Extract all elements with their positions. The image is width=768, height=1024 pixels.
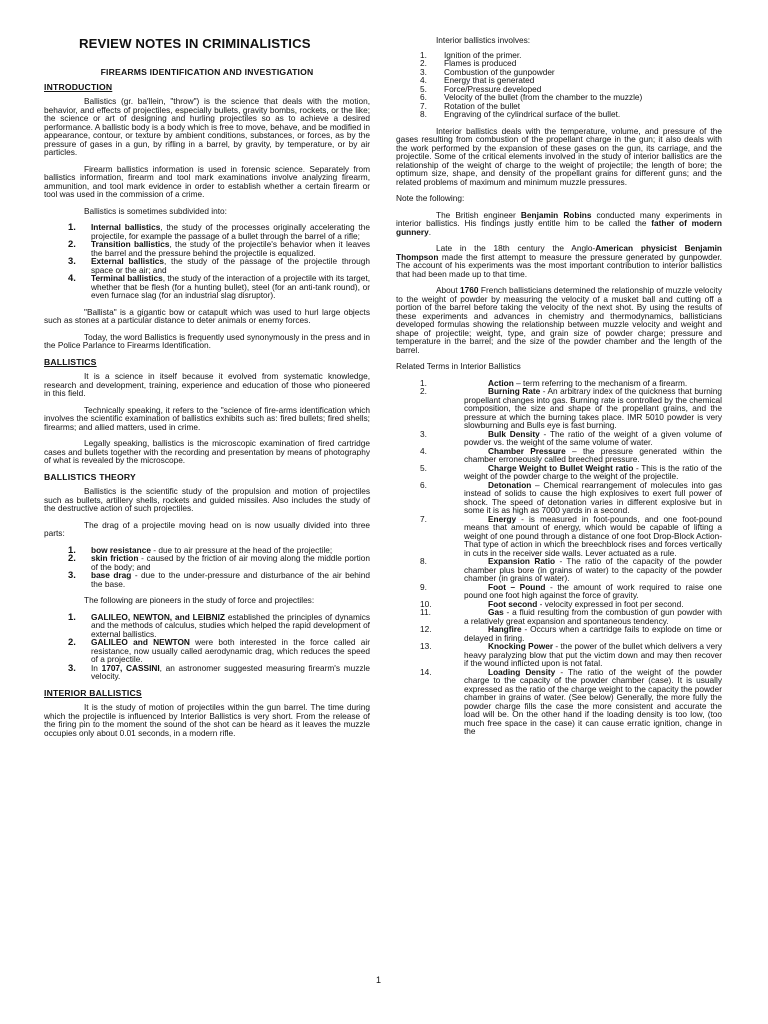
year-1760-paragraph: About 1760 French ballisticians determined the relationship of muzzle velocity to the weight of powder by measuring the velocity of a musket ball and cutting off a portion of the barrel before taking the velocity of the next shot. By using the results of these experiments and advances in chemistry and thermodynamics, ballisticians developed formulas showing the relationship between muzzle velocity and weight and shape of projectile; weight, type, and grain size of powder charge; pressure and temperature in the barrel; and the size of the powder chamber and the length of the barrel. [396, 285, 722, 355]
related-term-item [420, 464, 722, 481]
item-term: Transition ballistics [91, 239, 170, 249]
item-number: 7. [420, 100, 427, 111]
item-text: - An arbitrary index of the quickness that burning propellant changes into gas. Burning rate is controlled by the chemical composition, the size and shape of the propellant grains, and the pressure at which the burning takes place. IMR 5010 powder is very slowburning and Bulls eye is fast burning. [464, 386, 722, 430]
drag-item [44, 554, 370, 571]
intro-paragraph: Ballistics (gr. ba'llein, "throw") is the science that deals with the motion, behavior, and effects of projectiles, especially bullets, gravity bombs, rockets, or the like; the science or art of designing and hurling projectiles so as to achieve a desired performance. A ballistic body is a body which is free to move, behave, and be modified in appearance, contour, or texture by ambient conditions, substances, or forces, as by the pressure of gases in a gun, by rifling in a barrel, by gravity, by temperature, or by air particles. [44, 96, 370, 157]
related-terms-heading: Related Terms in Interior Ballistics [396, 361, 521, 371]
item-number: 2. [420, 386, 427, 396]
related-term-item [420, 430, 722, 447]
section-subtitle: FIREARMS IDENTIFICATION AND INVESTIGATION [100, 67, 314, 77]
subdivision-item [44, 257, 370, 274]
item-text: , the study of the interaction of a projectile with its target, whether that be flesh (for a hunting bullet), steel (for an anti-tank round), or even furnace slag (for an industrial slag disruptor). [91, 273, 370, 300]
item-number: 3. [420, 428, 427, 439]
item-text: Rotation of the bullet [444, 100, 521, 111]
theory-paragraph: The drag of a projectile moving head on is now usually divided into three parts: [44, 519, 370, 538]
item-term: Terminal ballistics [91, 273, 163, 283]
item-text: Energy that is generated [444, 75, 535, 85]
item-number: 10. [420, 598, 432, 609]
interior-ballistics-heading: INTERIOR BALLISTICS [44, 687, 142, 698]
related-term-item [420, 642, 722, 668]
item-number: 14. [420, 666, 432, 677]
drag-item [44, 571, 370, 588]
item-term: skin friction [91, 553, 139, 563]
ballistics-heading: BALLISTICS [44, 356, 97, 367]
item-number: 12. [420, 624, 432, 634]
related-terms-list [420, 379, 722, 736]
item-number: 8. [420, 109, 427, 119]
item-number: 1. [420, 49, 427, 60]
item-term: GALILEO and NEWTON [91, 637, 190, 647]
father-of-gunnery: father of modern gunnery [396, 218, 722, 237]
item-term: Hangfire [488, 624, 522, 634]
item-text: Force/Pressure developed [444, 83, 542, 94]
item-text: , the study of the processes originally accelerating the projectile, for example the passage of a bullet through the barrel of a rifle; [91, 222, 370, 241]
item-number: 1. [68, 610, 76, 622]
drag-list [44, 543, 370, 589]
item-number: 13. [420, 641, 432, 651]
item-text: - caused by the friction of air moving along the middle portion of the body; and [91, 553, 370, 572]
related-term-item [420, 668, 722, 736]
ballistics-paragraph: It is a science in itself because it evolved from systematic knowledge, research and development, training, experience and education of those who pioneered in this field. [44, 371, 370, 398]
item-number: 7. [420, 513, 427, 524]
item-number: 2. [68, 636, 76, 647]
item-text: - This is the ratio of the weight of the powder charge to the weight of the projectile. [464, 462, 722, 481]
item-text: - the amount of work required to raise one pound one foot high against the force of gravity. [464, 581, 722, 600]
ballistics-paragraph: Legally speaking, ballistics is the microscopic examination of fired cartridge cases and bullets together with the recording and presentation by means of photography of what is revealed by the microscope. [44, 438, 370, 465]
item-number: 3. [68, 661, 76, 673]
related-term-item [420, 583, 722, 600]
item-term: Gas [488, 607, 504, 617]
item-text: - the power of the bullet which delivers a very heavy paralyzing blow that put the victim down and may then recover if the wound inflicted upon is not fatal. [464, 641, 722, 668]
related-term-item [420, 447, 722, 464]
item-text: - due to the under-pressure and disturbance of the air behind the base. [91, 570, 370, 589]
item-term: Expansion Ratio [488, 556, 556, 566]
item-term: Action [488, 377, 514, 388]
item-term: Internal ballistics [91, 222, 161, 232]
item-term: Energy [488, 513, 517, 524]
item-text: , the study of the projectile's behavior when it leaves the barrel and the pressure behind the projectile is equalized. [91, 239, 370, 258]
item-text: – term referring to the mechanism of a firearm. [513, 377, 688, 388]
ballistics-theory-heading: BALLISTICS THEORY [44, 471, 136, 482]
subdivision-item [44, 274, 370, 300]
thompson-paragraph: Late in the 18th century the Anglo-American physicist Benjamin Thompson made the first attempt to measure the pressure generated by gunpowder. The account of his experiments was the most important contribution to interior ballistics that had been made up to that time. [396, 243, 722, 279]
pioneer-item [44, 610, 371, 639]
pioneer-item [44, 661, 370, 681]
item-number: 5. [420, 83, 427, 94]
item-number: 1. [420, 377, 427, 388]
item-text: - is measured in foot-pounds, and one foot-pound means that amount of energy, which would be capable of lifting a weight of one pound through a distance of one foot Drop-Block Action- That type of action in which the breechblock rises and forces vertically in cuts in the receiver side walls. Lever actuated as a rule. [464, 513, 722, 558]
item-text: - Occurs when a cartridge fails to explode on time or delayed in firing. [464, 624, 722, 643]
item-text: – Chemical rearrangement of molecules into gas instead of solids to cause the high explosives to exert full power of shock. The speed of detonation varies in different explosive but in some it is as high as 7000 yards in a second. [464, 479, 722, 515]
left-column [44, 36, 370, 745]
robins-paragraph: The British engineer Benjamin Robins conducted many experiments in interior ballistics. His findings justly entitle him to be called the father of modern gunnery. [396, 209, 722, 237]
item-term: Detonation [488, 479, 532, 490]
intro-paragraph: Firearm ballistics information is used in forensic science. Separately from ballistics information, firearm and tool mark examinations involve analyzing firearm, ammunition, and tool mark evidence in order to establish whether a certain firearm or tool was used in the commission of a crime. [44, 163, 370, 199]
related-term-item [420, 515, 722, 558]
item-term: Loading Density [488, 666, 556, 677]
item-text: , the study of the passage of the projectile through space or the air; and [91, 256, 370, 275]
item-number: 8. [420, 556, 427, 566]
involves-intro: Interior ballistics involves: [436, 35, 531, 45]
intro-paragraph: Today, the word Ballistics is frequently used synonymously in the press and in the Police Parlance to Firearms Identification. [44, 331, 370, 350]
item-text: – the pressure generated within the chamber erroneously called breeched pressure. [464, 445, 722, 464]
theory-paragraph: The following are pioneers in the study of force and projectiles: [84, 595, 315, 605]
item-text: Ignition of the primer. [444, 49, 522, 60]
item-term: Charge Weight to Bullet Weight ratio [488, 462, 634, 473]
involves-item [420, 110, 722, 119]
involves-list [420, 51, 722, 119]
subdivision-item [44, 223, 370, 240]
item-text: Engraving of the cylindrical surface of the bullet. [444, 109, 621, 119]
intro-paragraph: Ballistics is sometimes subdivided into: [84, 205, 227, 216]
related-term-item [420, 608, 722, 625]
item-number: 4. [420, 75, 427, 85]
item-number: 3. [68, 569, 76, 580]
item-term: Bulk Density [488, 428, 540, 439]
item-number: 11. [420, 607, 431, 617]
item-term: base drag [91, 570, 132, 580]
item-term: Foot – Pound [488, 581, 546, 592]
item-number: 1. [68, 543, 76, 555]
item-term: 1707, CASSINI [101, 662, 160, 673]
item-text: - velocity expressed in foot per second. [537, 598, 684, 609]
robins-name: Benjamin Robins [520, 209, 592, 220]
item-number: 4. [420, 445, 427, 456]
theory-paragraph: Ballistics is the scientific study of the propulsion and motion of projectiles such as bullets, artillery shells, rockets and guided missiles. Also includes the study of the destructive action of such projectiles. [44, 486, 370, 513]
item-term: Knocking Power [488, 641, 554, 651]
item-number: 5. [420, 462, 427, 473]
item-text: were both interested in the force called air resistance, now usually called aerodynamic drag, which reduces the speed of a projectile. [91, 637, 370, 664]
related-term-item [420, 481, 722, 515]
interior-paragraph: It is the study of motion of projectiles within the gun barrel. The time during which the projectile is influenced by Interior Ballistics is very short. From the release of the firing pin to the moment the sound of the shot can be heard as it leaves the muzzle occupies only about 0.01 seconds, in a modern rifle. [44, 702, 370, 738]
item-text: Velocity of the bullet (from the chamber to the muzzle) [444, 92, 643, 102]
related-term-item [420, 625, 722, 642]
right-column [396, 36, 722, 744]
year-1760: 1760 [460, 285, 479, 295]
intro-paragraph: "Ballista" is a gigantic bow or catapult which was used to hurl large objects such as stones at a particular distance to deter animals or enemy forces. [44, 306, 370, 325]
item-term: bow resistance [91, 544, 151, 555]
pioneer-list [44, 610, 371, 681]
item-prefix: In [91, 662, 102, 673]
item-number: 3. [420, 66, 427, 77]
item-text: , an astronomer suggested measuring firearm's muzzle velocity. [91, 662, 370, 681]
item-text: established the principles of dynamics and the methods of calculus, studies which helped the rapid development of external ballistics. [91, 611, 371, 639]
item-number: 2. [420, 58, 427, 68]
subdivision-item [44, 240, 370, 257]
note-label: Note the following: [396, 193, 465, 203]
item-number: 3. [68, 255, 76, 266]
item-number: 2. [68, 552, 76, 563]
item-text: - due to air pressure at the head of the projectile; [150, 544, 333, 555]
introduction-heading: INTRODUCTION [44, 81, 113, 92]
item-text: - The ratio of the weight of the powder charge to the capacity of the powder chamber (case). It is usually expressed as the ratio of the charge weight to the capacity the powder chamber in grains of water. (See below) Generally, the more fully the powder charge fills the case the more consistent and accurate the load will be. On the other hand if the loading density is too low, (too much free space in the case) it can cause erratic ignition, change in the [464, 666, 722, 736]
item-term: External ballistics [91, 256, 164, 266]
item-text: - The ratio of the weight of a given volume of powder vs. the weight of the same volume of water. [464, 428, 722, 447]
item-text: Flames is produced [444, 58, 517, 68]
item-text: - The ratio of the capacity of the powder chamber plus bore (in grains of water) to the capacity of the powder chamber (in grains of water). [464, 556, 722, 583]
item-number: 6. [420, 92, 427, 102]
pioneer-item [44, 638, 370, 664]
related-term-item [420, 387, 722, 430]
item-number: 9. [420, 581, 427, 592]
item-term: GALILEO, NEWTON, and LEIBNIZ [91, 611, 225, 622]
interior-deals-paragraph: Interior ballistics deals with the temperature, volume, and pressure of the gases resulting from combustion of the propellant charge in the gun; it also deals with the work performed by the expansion of these gases on the gun, its carriage, and the projectile. Some of the critical elements involved in the study of interior ballistics are the relationship of the weight of charge to the weight of projectile; the length of bore; the optimum size, shape, and density of the propellant grains for different guns; and the related problems of maximum and minimum muzzle pressures. [396, 125, 722, 187]
related-term-item [420, 557, 722, 583]
item-number: 6. [420, 479, 427, 490]
item-number: 2. [68, 238, 76, 249]
item-term: Burning Rate [488, 386, 541, 396]
item-number: 1. [68, 221, 76, 232]
page-title: REVIEW NOTES IN CRIMINALISTICS [79, 36, 311, 51]
item-term: Chamber Pressure [488, 445, 566, 456]
ballistics-paragraph: Technically speaking, it refers to the "science of fire-arms identification which involves the scientific examination of ballistics exhibits such as: fired bullets; fired shells; firearms; and allied matters, used in crime. [44, 404, 370, 432]
thompson-name: American physicist Benjamin Thompson [396, 243, 722, 262]
item-text: - a fluid resulting from the combustion of gun powder with a relatively great expansion and spontaneous tendency. [464, 607, 722, 626]
item-text: Combustion of the gunpowder [444, 66, 555, 77]
page-number: 1 [376, 975, 382, 985]
subdivision-list [44, 223, 370, 300]
item-number: 4. [68, 272, 76, 283]
item-term: Foot second [488, 598, 538, 609]
